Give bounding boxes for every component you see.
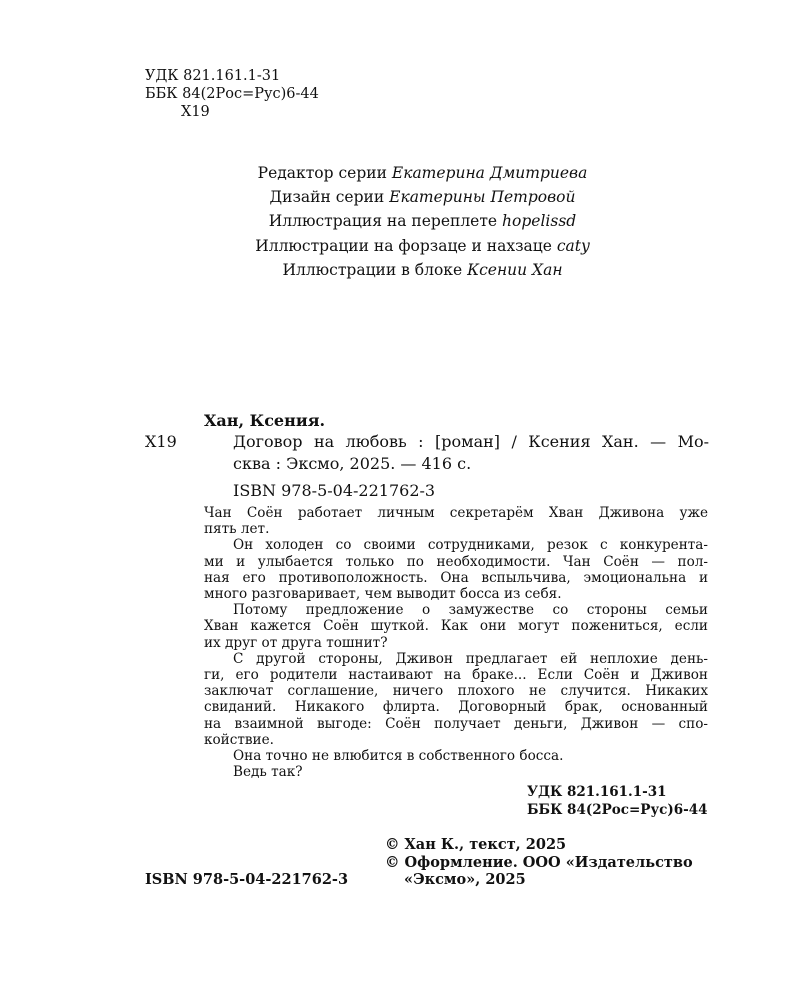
credit-name: Екатерина Дмитриева: [391, 164, 588, 182]
credit-role: Дизайн серии: [269, 188, 385, 207]
udk-code: УДК 821.161.1-31: [527, 784, 667, 800]
credit-line: [0, 161, 800, 185]
credit-line: [0, 258, 800, 282]
author-mark: Х19: [181, 104, 210, 120]
annotation-line: пять лет.: [204, 521, 270, 538]
annotation-line: Потому предложение о замужестве со стороны семьи: [233, 602, 708, 619]
credit-role: Редактор серии: [257, 164, 387, 182]
annotation-line: Ведь так?: [233, 764, 303, 781]
annotation-line: Она точно не влюбится в собственного босса.: [233, 748, 564, 765]
annotation-line: Чан Соён работает личным секретарём Хван Дживона уже: [204, 505, 708, 521]
bbk-code: ББК 84(2Рос=Рус)6-44: [145, 86, 319, 102]
bib-line: сква : Эксмо, 2025. — 416 с.: [233, 454, 472, 473]
credit-name: Ксении Хан: [467, 260, 563, 279]
catalog-code: Х19: [145, 432, 177, 451]
annotation-line: Хван кажется Соён шуткой. Как они могут пожениться, если: [204, 618, 708, 635]
credit-line: [0, 209, 800, 233]
credit-name: Екатерины Петровой: [389, 188, 576, 207]
catalog-isbn: ISBN 978-5-04-221762-3: [233, 481, 436, 500]
annotation-line: ная его противоположность. Она вспыльчива, эмоциональна и: [204, 569, 708, 586]
annotation-line: ми и улыбается только по необходимости. Чан Соён — пол-: [204, 553, 708, 570]
credit-role: Иллюстрация на переплете: [268, 212, 498, 231]
credit-name: caty: [556, 236, 590, 255]
isbn-bottom: ISBN 978-5-04-221762-3: [145, 871, 349, 888]
annotation-line: их друг от друга тошнит?: [204, 634, 388, 651]
udk-code: УДК 821.161.1-31: [145, 68, 281, 84]
copyright-design: © Оформление. ООО «Издательство: [385, 853, 693, 871]
copyright-text: © Хан К., текст, 2025: [385, 836, 567, 853]
credit-name: hopelissd: [502, 212, 577, 231]
annotation-line: заключат соглашение, ничего плохого не случится. Никаких: [204, 683, 708, 700]
classification-codes-bottom: [527, 784, 708, 819]
credit-line: [0, 185, 800, 209]
annotation: [204, 505, 708, 780]
credit-role: Иллюстрации на форзаце и нахзаце: [255, 236, 552, 255]
catalog-author: Хан, Ксения.: [204, 411, 326, 430]
annotation-line: С другой стороны, Дживон предлагает ей неплохие день-: [233, 650, 708, 667]
annotation-line: Он холоден со своими сотрудниками, резок с конкурента-: [233, 537, 708, 554]
copyright-design-cont: «Эксмо», 2025: [404, 871, 526, 888]
bbk-code: ББК 84(2Рос=Рус)6-44: [527, 801, 708, 818]
copyright-block: [385, 836, 693, 889]
annotation-line: ги, его родители настаивают на браке... Если Соён и Дживон: [204, 667, 708, 684]
annotation-line: свиданий. Никакого флирта. Договорный брак, основанный: [204, 699, 708, 716]
credit-role: Иллюстрации в блоке: [282, 260, 463, 279]
classification-codes-top: [145, 67, 319, 121]
bib-line: Договор на любовь : [роман] / Ксения Хан. — Мо-: [233, 432, 709, 451]
series-credits: [0, 161, 800, 282]
annotation-line: койствие.: [204, 731, 274, 748]
annotation-line: много разговаривает, чем выводит босса из себя.: [204, 586, 562, 603]
credit-line: [0, 234, 800, 258]
bibliographic-description: [233, 431, 709, 475]
annotation-line: на взаимной выгоде: Соён получает деньги, Дживон — спо-: [204, 715, 708, 732]
